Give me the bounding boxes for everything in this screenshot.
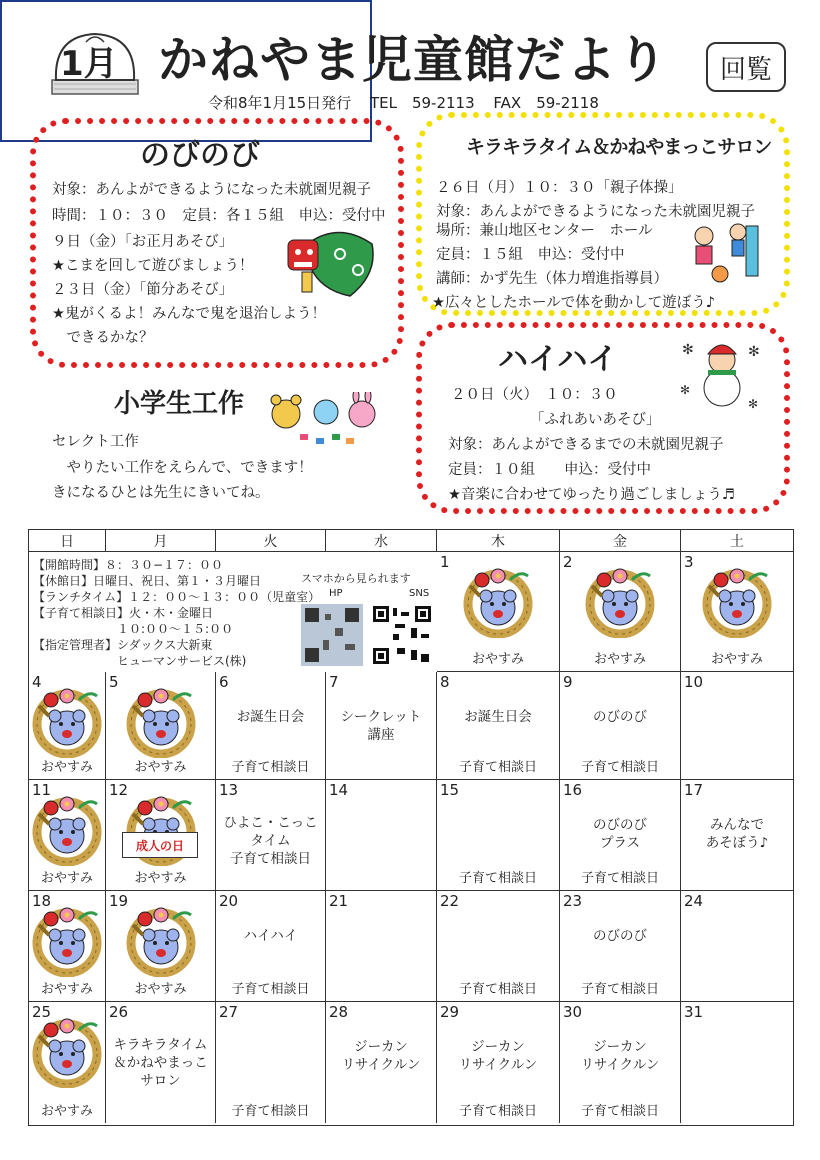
closed-label: おやすみ: [134, 871, 187, 886]
closed-label: おやすみ: [40, 982, 93, 997]
consultation-label: 子育て相談日: [580, 871, 659, 886]
kirakira-title: キラキラタイム＆かねやまっこサロン: [466, 136, 772, 158]
day-cell: [106, 1002, 216, 1123]
day-cell: [437, 552, 560, 672]
day-cell: [437, 1002, 560, 1123]
info-line: 【子育て相談日】火・木・金曜日: [33, 606, 214, 620]
event-label: キラキラタイム: [113, 1037, 208, 1053]
new-year-wreath-icon: [31, 794, 103, 866]
consultation-label: 子育て相談日: [580, 1104, 659, 1119]
day-number: 16: [563, 781, 583, 799]
kirakira-line: ★広々としたホールで体を動かして遊ぼう♪: [432, 295, 715, 311]
event-label: みんなで: [710, 817, 764, 833]
day-cell: [29, 672, 106, 780]
svg-text:✻: ✻: [748, 344, 760, 360]
consultation-label: 子育て相談日: [231, 1104, 310, 1119]
new-year-wreath-icon: [31, 905, 103, 977]
event-label: のびのび: [593, 709, 647, 725]
day-cell: [106, 780, 216, 891]
event-label: ジーカン: [593, 1039, 647, 1055]
closed-label: おやすみ: [40, 1104, 93, 1119]
kirakira-line: 対象：あんよができるようになった未就園児親子: [436, 204, 755, 220]
sns-qr-code-icon[interactable]: [371, 604, 433, 666]
day-cell: [560, 780, 681, 891]
animals-craft-icon: [266, 392, 386, 448]
day-number: 26: [109, 1003, 129, 1021]
event-label: リサイクルン: [341, 1057, 421, 1073]
kirakira-line: 場所：兼山地区センター ホール: [436, 223, 653, 239]
day-cell: [437, 672, 560, 780]
event-label: プラス: [599, 835, 641, 851]
svg-text:✻: ✻: [748, 397, 759, 411]
hp-qr-code-icon[interactable]: [301, 604, 363, 666]
day-cell: [326, 780, 437, 891]
nobinobi-title: のびのび: [140, 138, 260, 173]
day-cell: [216, 672, 326, 780]
consultation-label: 子育て相談日: [231, 982, 310, 997]
day-number: 5: [109, 673, 119, 691]
nobinobi-line: ★鬼がくるよ！みんなで鬼を退治しよう！: [52, 306, 326, 322]
info-line: 【ランチタイム】１２：００〜１３：００（児童室）: [33, 590, 321, 604]
coming-of-age-day-label: 成人の日: [122, 832, 198, 858]
day-cell: [216, 780, 326, 891]
hp-label: HP: [329, 588, 343, 599]
day-cell: [216, 891, 326, 1002]
tel-number: TEL 59-2113: [369, 94, 475, 112]
day-cell: [326, 891, 437, 1002]
day-cell: [437, 891, 560, 1002]
day-cell: [681, 552, 793, 672]
day-cell: [326, 1002, 437, 1123]
new-year-wreath-icon: [462, 566, 534, 638]
event-label: のびのび: [593, 817, 647, 833]
calendar: [28, 529, 794, 1126]
haihai-title: ハイハイ: [498, 342, 618, 377]
smartphone-label: スマホから見られます: [301, 572, 411, 585]
haihai-line: ２０日（火） １０：３０: [451, 387, 618, 403]
day-cell: [560, 552, 681, 672]
day-cell: [29, 1002, 106, 1123]
event-label: ジーカン: [354, 1039, 408, 1055]
new-year-wreath-icon: [31, 686, 103, 758]
day-cell: [216, 1002, 326, 1123]
event-label: リサイクルン: [580, 1057, 660, 1073]
day-number: 21: [329, 892, 349, 910]
info-line: 【開館時間】８：３０−１７：００: [33, 558, 224, 572]
event-label: ひよこ・こっこ: [223, 815, 318, 831]
issue-date: 令和8年1月15日発行: [208, 94, 352, 112]
day-cell: [681, 1002, 793, 1123]
event-label: ハイハイ: [243, 928, 298, 944]
day-number: 30: [563, 1003, 583, 1021]
nobinobi-line: ９日（金）「お正月あそび」: [52, 234, 234, 250]
info-panel: [29, 552, 435, 672]
day-number: 15: [440, 781, 460, 799]
consultation-label: 子育て相談日: [458, 871, 537, 886]
event-label: ＆かねやまっこ: [113, 1055, 208, 1071]
day-number: 2: [563, 553, 573, 571]
closed-label: おやすみ: [134, 982, 187, 997]
event-label: お誕生日会: [464, 709, 532, 725]
haihai-line: 「ふれあいあそび」: [530, 412, 661, 428]
event-label: サロン: [140, 1073, 181, 1089]
day-cell: [560, 672, 681, 780]
info-line: 【休館日】日曜日、祝日、第１・３月曜日: [33, 574, 262, 588]
day-number: 4: [32, 673, 42, 691]
day-number: 9: [563, 673, 573, 691]
closed-label: おやすみ: [593, 652, 646, 667]
nobinobi-line: 対象：あんよができるようになった未就園児親子: [52, 182, 371, 198]
day-number: 17: [684, 781, 704, 799]
svg-text:✻: ✻: [680, 383, 691, 397]
svg-text:✻: ✻: [682, 342, 694, 358]
closed-label: おやすみ: [134, 760, 187, 775]
day-number: 18: [32, 892, 52, 910]
day-number: 20: [219, 892, 239, 910]
kids-exercise-icon: [684, 222, 764, 286]
event-label: あそぼう♪: [705, 835, 769, 851]
day-number: 29: [440, 1003, 460, 1021]
haihai-line: 定員：１０組 申込：受付中: [448, 462, 651, 478]
weekday-header: 水: [326, 530, 437, 552]
closed-label: おやすみ: [710, 652, 763, 667]
weekday-header: 日: [29, 530, 106, 552]
month-label: 1月: [60, 44, 118, 84]
shogaku-line: やりたい工作をえらんで、できます！: [52, 460, 313, 476]
event-label: お誕生日会: [236, 709, 305, 725]
kirakira-line: ２６日（月）１０：３０「親子体操」: [436, 180, 683, 196]
snowman-icon: [678, 336, 766, 412]
closed-label: おやすみ: [471, 652, 524, 667]
event-label: 講座: [367, 727, 395, 743]
new-year-wreath-icon: [125, 686, 197, 758]
weekday-header: 木: [437, 530, 560, 552]
weekday-header: 土: [681, 530, 793, 552]
info-line: ヒューマンサービス(株): [33, 654, 247, 668]
consultation-label: 子育て相談日: [458, 982, 537, 997]
day-number: 11: [32, 781, 52, 799]
day-number: 10: [684, 673, 704, 691]
event-label: シークレット: [340, 709, 422, 725]
new-year-wreath-icon: [125, 905, 197, 977]
lion-dance-icon: [280, 226, 376, 298]
day-number: 28: [329, 1003, 349, 1021]
kirakira-line: 定員：１５組 申込：受付中: [436, 247, 625, 263]
info-line: 【指定管理者】シダックス大新東: [33, 638, 213, 652]
haihai-line: ★音楽に合わせてゆったり過ごしましょう♬: [448, 487, 735, 503]
nobinobi-line: ２３日（金）「節分あそび」: [52, 282, 234, 298]
day-cell: [106, 891, 216, 1002]
kirakira-line: 講師：かず先生（体力増進指導員）: [436, 271, 668, 287]
day-number: 13: [219, 781, 239, 799]
day-number: 23: [563, 892, 583, 910]
weekday-header: 月: [106, 530, 216, 552]
shogaku-line: セレクト工作: [52, 434, 139, 450]
event-label: 子育て相談日: [230, 851, 311, 867]
day-number: 6: [219, 673, 229, 691]
consultation-label: 子育て相談日: [231, 760, 310, 775]
event-label: リサイクルン: [458, 1057, 538, 1073]
nobinobi-line: 時間：１０：３０ 定員：各１５組 申込：受付中: [52, 208, 386, 224]
day-cell: [560, 1002, 681, 1123]
event-label: のびのび: [593, 928, 647, 944]
day-number: 7: [329, 673, 339, 691]
shogaku-line: きになるひとは先生にきいてね。: [52, 485, 270, 501]
consultation-label: 子育て相談日: [580, 982, 659, 997]
closed-label: おやすみ: [40, 760, 93, 775]
issue-info: [208, 92, 613, 113]
fax-number: FAX 59-2118: [493, 94, 599, 112]
day-number: 1: [440, 553, 450, 571]
shogaku-title: 小学生工作: [114, 389, 245, 419]
day-number: 27: [219, 1003, 239, 1021]
nobinobi-line: できるかな？: [52, 330, 154, 346]
info-line: １０:００〜１５:００: [33, 622, 234, 636]
day-number: 31: [684, 1003, 704, 1021]
day-cell: [681, 780, 793, 891]
day-cell: [681, 672, 793, 780]
circulation-label: 回覧: [706, 42, 786, 92]
new-year-wreath-icon: [31, 1016, 103, 1088]
day-number: 14: [329, 781, 349, 799]
haihai-line: 対象：あんよができるまでの未就園児親子: [448, 437, 724, 453]
consultation-label: 子育て相談日: [458, 760, 537, 775]
consultation-label: 子育て相談日: [580, 760, 659, 775]
day-cell: [437, 780, 560, 891]
day-cell: [106, 672, 216, 780]
sns-label: SNS: [409, 588, 430, 599]
consultation-label: 子育て相談日: [458, 1104, 537, 1119]
day-number: 12: [109, 781, 129, 799]
day-cell: [29, 780, 106, 891]
new-year-wreath-icon: [701, 566, 773, 638]
weekday-header: 金: [560, 530, 681, 552]
closed-label: おやすみ: [40, 871, 93, 886]
nobinobi-line: ★こまを回して遊びましょう！: [52, 258, 254, 274]
day-cell: [326, 672, 437, 780]
day-number: 22: [440, 892, 460, 910]
day-cell: [681, 891, 793, 1002]
day-cell: [29, 891, 106, 1002]
day-number: 25: [32, 1003, 52, 1021]
day-cell: [560, 891, 681, 1002]
event-label: ジーカン: [471, 1039, 525, 1055]
newsletter-title: かねやま児童館だより: [158, 31, 668, 89]
day-number: 3: [684, 553, 694, 571]
weekday-header: 火: [216, 530, 326, 552]
day-number: 19: [109, 892, 129, 910]
day-number: 8: [440, 673, 450, 691]
day-number: 24: [684, 892, 704, 910]
new-year-wreath-icon: [584, 566, 656, 638]
event-label: タイム: [250, 833, 291, 849]
